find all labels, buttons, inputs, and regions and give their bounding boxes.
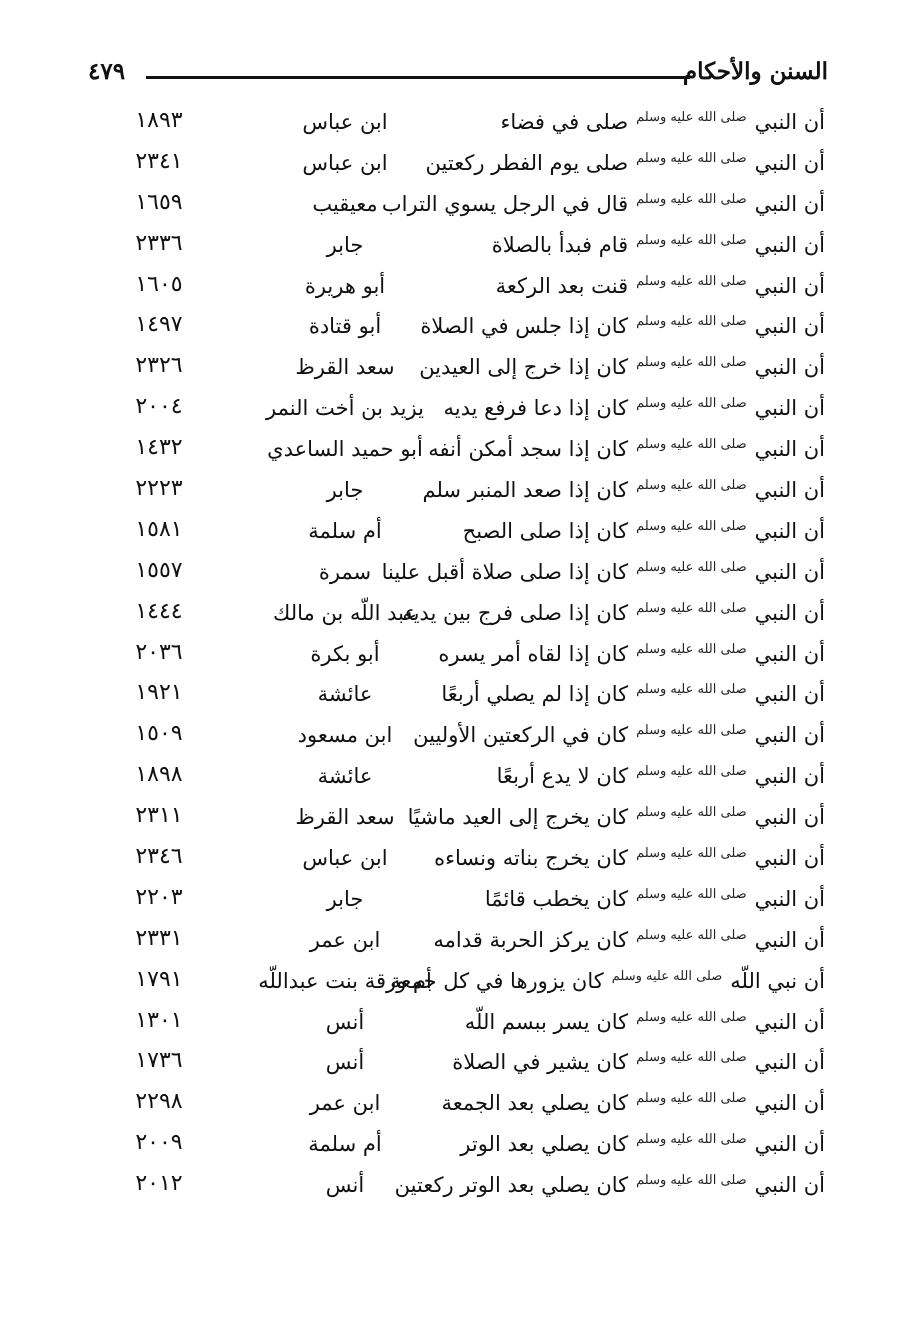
hadith-number: ٢٣٣٦ bbox=[135, 230, 183, 256]
incipit-prefix: أن النبي bbox=[754, 682, 825, 707]
incipit-prefix: أن النبي bbox=[754, 478, 825, 503]
hadith-incipit bbox=[492, 233, 825, 257]
hadith-incipit bbox=[434, 846, 825, 870]
narrator-name: سمرة bbox=[318, 559, 372, 584]
hadith-incipit bbox=[426, 151, 825, 175]
incipit-prefix: أن النبي bbox=[754, 1173, 825, 1198]
narrator-name: أبو هريرة bbox=[304, 273, 386, 298]
salla-ligature: صلى الله عليه وسلم bbox=[636, 478, 747, 494]
narrator-name: أنس bbox=[325, 1050, 365, 1075]
narrator-name: أبو بكرة bbox=[310, 641, 380, 666]
index-row bbox=[100, 676, 825, 717]
salla-ligature: صلى الله عليه وسلم bbox=[636, 518, 747, 534]
hadith-number: ١٦٠٥ bbox=[135, 271, 183, 297]
incipit-text: كان في الركعتين الأوليين bbox=[413, 723, 629, 748]
hadith-number: ١٤٩٧ bbox=[135, 312, 183, 338]
hadith-incipit bbox=[452, 1050, 825, 1074]
salla-ligature: صلى الله عليه وسلم bbox=[636, 927, 747, 943]
incipit-text: كان إذا صلى الصبح bbox=[462, 518, 629, 543]
index-row bbox=[100, 963, 825, 1004]
narrator-name: سعد القرظ bbox=[295, 805, 395, 830]
hadith-incipit bbox=[433, 928, 825, 952]
hadith-incipit bbox=[465, 1010, 825, 1034]
incipit-text: كان إذا صلى صلاة أقبل علينا bbox=[381, 559, 629, 584]
narrator-name: ابن عباس bbox=[302, 150, 388, 175]
incipit-text: كان يخطب قائمًا bbox=[484, 886, 629, 911]
incipit-prefix: أن النبي bbox=[754, 518, 825, 543]
incipit-prefix: أن النبي bbox=[754, 927, 825, 952]
salla-ligature: صلى الله عليه وسلم bbox=[636, 232, 747, 248]
hadith-incipit bbox=[382, 560, 825, 584]
salla-ligature: صلى الله عليه وسلم bbox=[636, 396, 747, 412]
hadith-number: ١٤٤٤ bbox=[135, 598, 183, 624]
narrator-name: ابن عمر bbox=[309, 1091, 381, 1116]
hadith-incipit bbox=[460, 1132, 825, 1156]
narrator-name: جابر bbox=[326, 886, 364, 911]
hadith-number: ١٥٥٧ bbox=[135, 557, 183, 583]
hadith-number: ٢٣١١ bbox=[135, 803, 183, 829]
index-row bbox=[100, 104, 825, 145]
hadith-incipit bbox=[463, 519, 825, 543]
index-row bbox=[100, 554, 825, 595]
hadith-number: ١٨٩٣ bbox=[135, 108, 183, 133]
salla-ligature: صلى الله عليه وسلم bbox=[636, 682, 747, 698]
incipit-prefix: أن نبي اللّه bbox=[730, 968, 825, 993]
index-row bbox=[100, 881, 825, 922]
narrator-name: عائشة bbox=[317, 682, 373, 707]
hadith-incipit bbox=[408, 805, 825, 829]
incipit-text: كان يسر ببسم اللّه bbox=[464, 1009, 629, 1034]
incipit-prefix: أن النبي bbox=[754, 846, 825, 871]
index-row bbox=[100, 1044, 825, 1085]
narrator-name: سعد القرظ bbox=[295, 355, 395, 380]
index-row bbox=[100, 717, 825, 758]
incipit-text: كان يخرج إلى العيد ماشيًا bbox=[407, 805, 629, 830]
incipit-prefix: أن النبي bbox=[754, 1050, 825, 1075]
salla-ligature: صلى الله عليه وسلم bbox=[636, 559, 747, 575]
hadith-number: ٢٠٠٩ bbox=[135, 1130, 183, 1156]
narrator-name: أم سلمة bbox=[308, 518, 382, 543]
index-row bbox=[100, 636, 825, 677]
salla-ligature: صلى الله عليه وسلم bbox=[636, 1091, 747, 1107]
incipit-text: كان إذا جلس في الصلاة bbox=[420, 314, 629, 339]
hadith-incipit bbox=[500, 110, 825, 134]
hadith-number: ١٥٨١ bbox=[135, 516, 183, 542]
incipit-prefix: أن النبي bbox=[754, 273, 825, 298]
index-row bbox=[100, 268, 825, 309]
salla-ligature: صلى الله عليه وسلم bbox=[636, 191, 747, 207]
hadith-incipit bbox=[382, 192, 825, 216]
page-number: ٤٧٩ bbox=[88, 58, 126, 85]
index-row bbox=[100, 431, 825, 472]
hadith-number: ٢٢٩٨ bbox=[135, 1089, 183, 1115]
incipit-prefix: أن النبي bbox=[754, 1009, 825, 1034]
index-row bbox=[100, 349, 825, 390]
hadith-number: ٢٠٣٦ bbox=[135, 639, 183, 665]
hadith-number: ١٥٠٩ bbox=[135, 721, 183, 747]
salla-ligature: صلى الله عليه وسلم bbox=[636, 600, 747, 616]
hadith-incipit bbox=[485, 887, 825, 911]
hadith-incipit bbox=[395, 1173, 825, 1197]
salla-ligature: صلى الله عليه وسلم bbox=[636, 764, 747, 780]
salla-ligature: صلى الله عليه وسلم bbox=[636, 110, 747, 125]
incipit-text: صلى في فضاء bbox=[500, 110, 629, 134]
index-row bbox=[100, 595, 825, 636]
incipit-prefix: أن النبي bbox=[754, 600, 825, 625]
running-title: السنن والأحكام bbox=[682, 58, 828, 85]
incipit-prefix: أن النبي bbox=[754, 641, 825, 666]
incipit-prefix: أن النبي bbox=[754, 886, 825, 911]
incipit-prefix: أن النبي bbox=[754, 314, 825, 339]
incipit-text: كان يشير في الصلاة bbox=[452, 1050, 629, 1075]
salla-ligature: صلى الله عليه وسلم bbox=[636, 273, 747, 289]
index-row bbox=[100, 799, 825, 840]
index-row bbox=[100, 472, 825, 513]
narrator-name: ابن مسعود bbox=[297, 723, 393, 748]
incipit-prefix: أن النبي bbox=[754, 723, 825, 748]
index-row bbox=[100, 1167, 825, 1208]
narrator-name: أبو قتادة bbox=[308, 314, 382, 339]
index-row bbox=[100, 145, 825, 186]
incipit-text: قام فبدأ بالصلاة bbox=[491, 232, 629, 257]
hadith-incipit bbox=[390, 969, 825, 993]
hadith-incipit bbox=[438, 642, 825, 666]
hadith-incipit bbox=[496, 274, 825, 298]
hadith-incipit bbox=[444, 396, 825, 420]
narrator-name: أم ورقة بنت عبداللّه bbox=[258, 968, 432, 993]
incipit-prefix: أن النبي bbox=[754, 355, 825, 380]
hadith-incipit bbox=[441, 682, 825, 706]
incipit-text: قال في الرجل يسوي التراب bbox=[381, 191, 629, 216]
salla-ligature: صلى الله عليه وسلم bbox=[636, 150, 747, 166]
hadith-number: ١٨٩٨ bbox=[135, 762, 183, 788]
narrator-name: ابن عباس bbox=[302, 846, 388, 871]
incipit-text: كان يصلي بعد الوتر bbox=[460, 1132, 629, 1157]
incipit-text: كان إذا لقاه أمر يسره bbox=[438, 641, 629, 666]
index-row bbox=[100, 922, 825, 963]
salla-ligature: صلى الله عليه وسلم bbox=[636, 641, 747, 657]
incipit-text: كان إذا دعا فرفع يديه bbox=[443, 396, 629, 421]
salla-ligature: صلى الله عليه وسلم bbox=[636, 805, 747, 821]
narrator-name: أنس bbox=[325, 1009, 365, 1034]
narrator-name: جابر bbox=[326, 478, 364, 503]
salla-ligature: صلى الله عليه وسلم bbox=[636, 886, 747, 902]
incipit-text: كان إذا لم يصلي أربعًا bbox=[441, 682, 629, 707]
index-row bbox=[100, 1126, 825, 1167]
narrator-name: يزيد بن أخت النمر bbox=[266, 396, 424, 421]
incipit-prefix: أن النبي bbox=[754, 559, 825, 584]
hadith-incipit bbox=[428, 437, 825, 461]
incipit-prefix: أن النبي bbox=[754, 1091, 825, 1116]
index-row bbox=[100, 390, 825, 431]
hadith-number: ١٧٣٦ bbox=[135, 1048, 183, 1074]
incipit-text: كان يزورها في كل جمعة bbox=[390, 968, 604, 993]
index-row bbox=[100, 758, 825, 799]
hadith-number: ٢٠٠٤ bbox=[135, 394, 183, 420]
hadith-number: ٢٣٤٦ bbox=[135, 844, 183, 870]
index-row bbox=[100, 308, 825, 349]
incipit-prefix: أن النبي bbox=[754, 437, 825, 462]
incipit-prefix: أن النبي bbox=[754, 396, 825, 421]
hadith-number: ١٤٣٢ bbox=[135, 435, 183, 461]
hadith-incipit bbox=[413, 723, 825, 747]
narrator-name: ابن عمر bbox=[309, 927, 381, 952]
incipit-text: قنت بعد الركعة bbox=[495, 273, 629, 298]
hadith-number: ٢٣٤١ bbox=[135, 148, 183, 174]
incipit-prefix: أن النبي bbox=[754, 191, 825, 216]
narrator-name: عبد اللّه بن مالك bbox=[273, 600, 417, 625]
index-row bbox=[100, 1004, 825, 1045]
narrator-name: جابر bbox=[326, 232, 364, 257]
incipit-prefix: أن النبي bbox=[754, 232, 825, 257]
incipit-text: كان إذا سجد أمكن أنفه bbox=[428, 437, 629, 462]
hadith-incipit bbox=[497, 764, 825, 788]
salla-ligature: صلى الله عليه وسلم bbox=[636, 314, 747, 330]
salla-ligature: صلى الله عليه وسلم bbox=[636, 437, 747, 453]
incipit-text: كان يصلي بعد الوتر ركعتين bbox=[394, 1173, 629, 1198]
hadith-number: ١٣٠١ bbox=[135, 1007, 183, 1033]
hadith-number: ٢٣٢٦ bbox=[135, 353, 183, 379]
salla-ligature: صلى الله عليه وسلم bbox=[636, 1009, 747, 1025]
hadith-number: ١٧٩١ bbox=[135, 966, 183, 992]
incipit-text: كان يخرج بناته ونساءه bbox=[434, 846, 629, 871]
incipit-prefix: أن النبي bbox=[754, 764, 825, 789]
hadith-incipit bbox=[441, 1091, 825, 1115]
incipit-text: كان يصلي بعد الجمعة bbox=[441, 1091, 629, 1116]
narrator-name: أبو حميد الساعدي bbox=[267, 437, 423, 462]
salla-ligature: صلى الله عليه وسلم bbox=[636, 723, 747, 739]
hadith-number: ٢٢٠٣ bbox=[135, 884, 183, 910]
hadith-number: ١٩٢١ bbox=[135, 680, 183, 706]
hadith-incipit bbox=[420, 314, 825, 338]
index-row bbox=[100, 227, 825, 268]
incipit-text: كان يركز الحربة قدامه bbox=[433, 927, 629, 952]
index-row bbox=[100, 186, 825, 227]
hadith-incipit bbox=[402, 601, 825, 625]
hadith-number: ٢٢٢٣ bbox=[135, 476, 183, 502]
narrator-name: معيقيب bbox=[312, 191, 378, 216]
salla-ligature: صلى الله عليه وسلم bbox=[636, 1050, 747, 1066]
incipit-prefix: أن النبي bbox=[754, 110, 825, 134]
incipit-prefix: أن النبي bbox=[754, 805, 825, 830]
hadith-number: ٢٣٣١ bbox=[135, 925, 183, 951]
incipit-text: صلى يوم الفطر ركعتين bbox=[425, 150, 629, 175]
incipit-text: كان إذا صعد المنبر سلم bbox=[422, 478, 629, 503]
page-header bbox=[88, 58, 828, 98]
index-row bbox=[100, 840, 825, 881]
salla-ligature: صلى الله عليه وسلم bbox=[636, 1132, 747, 1148]
narrator-name: ابن عباس bbox=[302, 110, 388, 134]
narrator-name: عائشة bbox=[317, 764, 373, 789]
hadith-number: ١٦٥٩ bbox=[135, 189, 183, 215]
header-rule bbox=[146, 76, 690, 79]
narrator-name: أنس bbox=[325, 1173, 365, 1198]
salla-ligature: صلى الله عليه وسلم bbox=[636, 355, 747, 371]
incipit-text: كان إذا خرج إلى العيدين bbox=[419, 355, 629, 380]
index-row bbox=[100, 513, 825, 554]
hadith-number: ٢٠١٢ bbox=[135, 1171, 183, 1197]
salla-ligature: صلى الله عليه وسلم bbox=[636, 846, 747, 862]
incipit-prefix: أن النبي bbox=[754, 150, 825, 175]
index-row bbox=[100, 1085, 825, 1126]
salla-ligature: صلى الله عليه وسلم bbox=[611, 968, 723, 984]
incipit-text: كان لا يدع أربعًا bbox=[496, 764, 629, 789]
incipit-text: كان إذا صلى فرج بين يديه bbox=[402, 600, 629, 625]
hadith-index-list bbox=[100, 104, 825, 1208]
incipit-prefix: أن النبي bbox=[754, 1132, 825, 1157]
hadith-incipit bbox=[422, 478, 825, 502]
narrator-name: أم سلمة bbox=[308, 1132, 382, 1157]
salla-ligature: صلى الله عليه وسلم bbox=[636, 1173, 747, 1189]
hadith-incipit bbox=[419, 355, 825, 379]
